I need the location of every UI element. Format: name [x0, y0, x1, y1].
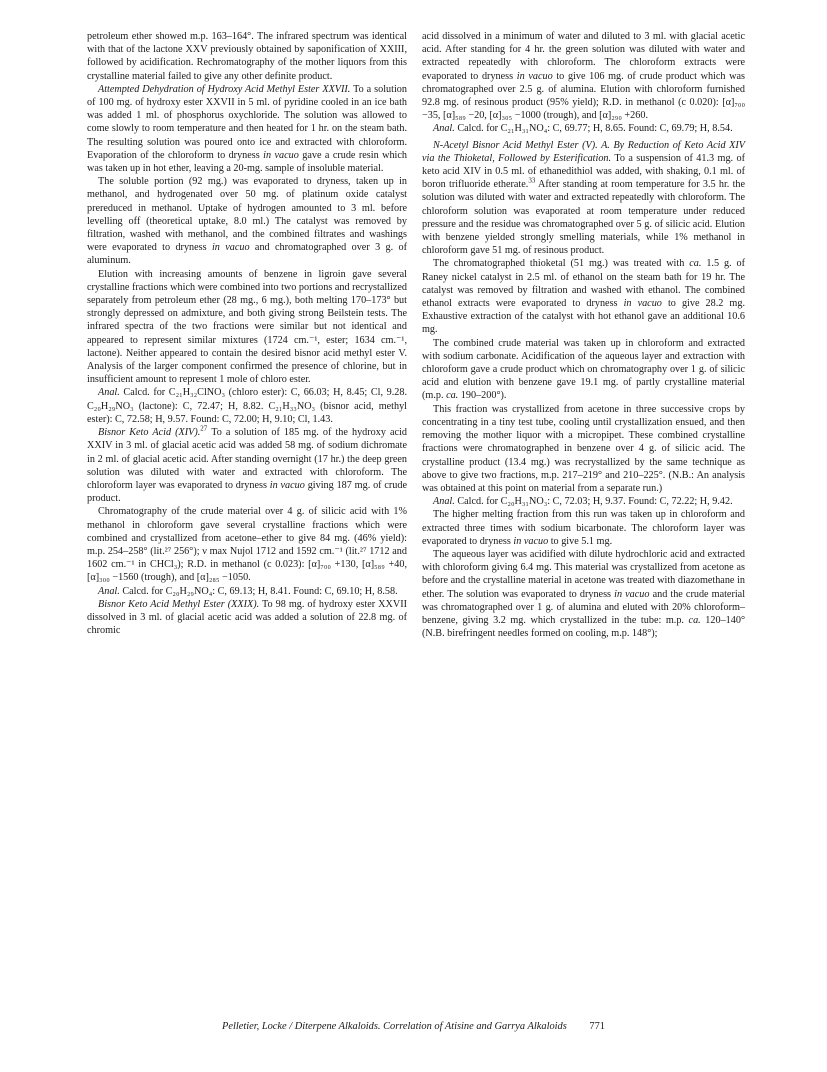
paragraph-text: petroleum ether showed m.p. 163–164°. The infrared spectrum was identical with that of the lactone XXV previously obtained by saponification of XXIII, followed by acidification. Rechromatography of the mother liquors from this crystalline material failed to give any other definite product. — [87, 31, 407, 82]
reference-marker: 27 — [200, 424, 208, 433]
paragraph-text: Calcd. for C₂₀H₂₉NO₄: C, 69.13; H, 8.41. Found: C, 69.10; H, 8.58. — [122, 585, 398, 597]
italic-term: ca. — [689, 258, 702, 270]
paragraph-text: Calcd. for C₂₀H₃₁NO₃: C, 72.03; H, 9.37. Found: C, 72.22; H, 9.42. — [457, 496, 733, 508]
paragraph-text: To a solution of 100 mg. of hydroxy ester XXVII in 5 ml. of pyridine cooled in an ice bath was added 1 ml. of phosphorus oxychloride. The solution was allowed to come slowly to room temperature and then heated for 1 hr. on the steam bath. The resulting solution was poured onto ice and extracted with chloroform. Evaporation of the chloroform to dryness — [87, 83, 407, 161]
paragraph — [422, 122, 745, 135]
paragraph-text: After standing at room temperature for 3.5 hr. the solution was diluted with water and extracted repeatedly with chloroform. The chloroform solution was evaporated at room temperature under reduced pressure and the residue was chromatographed over 5 g. of silicic acid. Elution with benzene yielded strongly smelling materials, while 1% methanol in chloroform gave 51 mg. of resinous product. — [422, 179, 746, 257]
paragraph — [422, 548, 745, 640]
paragraph-text: To a solution of 185 mg. of the hydroxy acid XXIV in 3 ml. of glacial acetic acid was added 58 mg. of sodium dichromate in 2 ml. of glacial acetic acid. After standing overnight (17 hr.) the deep green solution was diluted with water and extracted with chloroform. The chloroform layer was evaporated to dryness — [87, 427, 407, 491]
section-heading: Attempted Dehydration of Hydroxy Acid Methyl Ester XXVII. — [98, 83, 351, 95]
paragraph — [422, 403, 745, 495]
paragraph — [422, 139, 745, 258]
section-heading: Bisnor Keto Acid (XIV). — [98, 427, 201, 439]
paragraph — [87, 426, 407, 505]
italic-term: in vacuo — [269, 479, 305, 491]
paragraph-text: Chromatography of the crude material over 4 g. of silicic acid with 1% methanol in chloroform gave several crystalline fractions which were combined and crystallized from acetone–ether to give 84 mg. (46% yield): m.p. 254–258° (lit.²⁷ 256°); ν max Nujol 1712 and 1592 cm.⁻¹ (lit.²⁷ 1712 and 1602 cm.⁻¹ in CHCl₃); R.D. in methanol (c 0.023): [α]₇₀₀ +130, [α]₅₈₉ +40, [α]₃₀₀ −1560 (trough), and [α]₂₈₅ −1050. — [87, 506, 407, 584]
italic-term: in vacuo — [513, 535, 549, 547]
italic-term: in vacuo — [211, 242, 250, 254]
paragraph-text: 1.5 g. of Raney nickel catalyst in 2.5 ml. of ethanol on the steam bath for 19 hr. The catalyst was removed by filtration and washed with ethanol. The combined ethanol extracts were evaporated to dryness — [422, 258, 745, 310]
paragraph — [422, 495, 745, 508]
analysis-label: Anal. — [433, 496, 455, 508]
paragraph-text: and the crude material was chromatographed over 1 g. of alumina and eluted with 20% chloroform–benzene, giving 3.2 mg. which crystallized in the tube: m.p. — [422, 588, 746, 626]
paragraph — [87, 175, 407, 267]
analysis-label: Anal. — [98, 387, 120, 399]
analysis-label: Anal. — [98, 585, 120, 597]
paragraph-text: to give 28.2 mg. Exhaustive extraction of the catalyst with hot ethanol gave an additional 10.6 mg. — [422, 298, 745, 336]
paragraph — [87, 386, 407, 426]
italic-term: in vacuo — [614, 588, 650, 600]
paragraph — [87, 598, 407, 638]
paragraph — [422, 30, 745, 122]
page-number: 771 — [589, 1021, 605, 1032]
paragraph-text: This fraction was crystallized from acetone in three successive crops by concentrating in a tiny test tube, cooling until crystallization ensued, and then removing the mother liquor with a micropipet. These combined crystalline fractions were chromatographed in benzene over 4 g. of silicic acid. The crystalline product (13.4 mg.) was recrystallized by the same technique as above to give two fractions, m.p. 217–219° and 210–225°. (N.B.: An analysis was obtained at this point on material from a separate run.) — [422, 403, 745, 494]
paragraph — [422, 508, 745, 548]
italic-term: in vacuo — [516, 70, 553, 82]
running-head: Pelletier, Locke / Diterpene Alkaloids. Correlation of Atisine and Garrya Alkaloids — [222, 1021, 567, 1032]
paragraph-text: To a suspension of 41.3 mg. of keto acid XIV in 0.5 ml. of ethanedithiol was added, with shaking, 0.1 ml. of boron trifluoride etherate. — [422, 152, 745, 191]
right-column — [422, 30, 745, 640]
paragraph-text: The soluble portion (92 mg.) was evaporated to dryness, taken up in methanol, and hydrogenated over 50 mg. of platinum oxide catalyst prereduced in methanol. Uptake of hydrogen amounted to 3 ml. before levelling off (theoretical uptake, 8.0 ml.) The catalyst was removed by filtration, washed with methanol, and the combined filtrates and washings were evaporated to dryness — [87, 176, 407, 254]
paragraph — [87, 505, 407, 584]
italic-term: in vacuo — [263, 149, 299, 161]
paragraph-text: gave a crude resin which was taken up in hot ether, leaving a 20-mg. sample of insoluble material. — [87, 149, 407, 175]
paragraph-text: 190–200°). — [460, 390, 507, 402]
paragraph-text: and chromatographed over 3 g. of aluminum. — [87, 242, 408, 267]
paragraph — [422, 337, 745, 403]
paragraph-text: The combined crude material was taken up in chloroform and extracted with sodium carbonate. Acidification of the aqueous layer and extraction with chloroform gave a crude product which on chromatography over 1 g. of silicic acid and elution with benzene gave 19.1 mg. of partly crystalline material (m.p. — [422, 337, 745, 402]
page-footer — [222, 1021, 752, 1032]
paragraph-text: The higher melting fraction from this run was taken up in chloroform and extracted three times with sodium bicarbonate. The chloroform layer was evaporated to dryness — [422, 509, 745, 547]
italic-term: ca. — [446, 390, 459, 402]
paragraph — [422, 257, 745, 336]
italic-term: ca. — [688, 614, 701, 626]
paragraph-text: To 98 mg. of hydroxy ester XXVII dissolved in 3 ml. of glacial acetic acid was added a solution of 22.8 mg. of chromic — [87, 598, 408, 637]
paragraph — [87, 30, 407, 83]
paragraph — [87, 268, 407, 387]
paragraph-text: Calcd. for C₂₁H₃₂ClNO₃ (chloro ester): C, 66.03; H, 8.45; Cl, 9.28. C₂₀H₂₉NO₃ (lactone): C, 72.47; H, 8.82. C₂₁H₃₃NO₃ (bisnor acid, methyl ester): C, 72.58; H, 9.57. Found: C, 72.00; H, 9.10; Cl, 1.43. — [87, 387, 408, 425]
paragraph-text: 120–140° (N.B. birefringent needles formed on cooling, m.p. 148°); — [422, 614, 746, 640]
paragraph — [87, 585, 407, 598]
paragraph-text: to give 5.1 mg. — [550, 535, 613, 547]
analysis-label: Anal. — [433, 123, 455, 135]
section-heading: Bisnor Keto Acid Methyl Ester (XXIX). — [98, 598, 260, 610]
reference-marker: 33 — [528, 176, 536, 185]
section-heading: N-Acetyl Bisnor Acid Methyl Ester (V). A. By Reduction of Keto Acid XIV via the Thioketal, Followed by Esterification. — [422, 139, 745, 164]
paragraph-text: The aqueous layer was acidified with dilute hydrochloric acid and extracted with chloroform giving 6.4 mg. This material was crystallized from acetone as before and the crystalline material in acetone was treated with diazomethane in ether. The solution was evaporated to dryness — [422, 548, 745, 600]
paragraph-text: to give 106 mg. of crude product which was chromatographed over 2.5 g. of alumina. Elution with chloroform furnished 92.8 mg. of resinous product (95% yield); R.D. in methanol (c 0.020): [α]₇₀₀ −35, [α]₅₈₉ −20, [α]₃₀₅ −1000 (trough), and [α]₂₉₀ +260. — [422, 70, 745, 122]
paragraph-text: Elution with increasing amounts of benzene in ligroin gave several crystalline fractions which were combined into two portions and recrystallized separately from petroleum ether (28 mg., 6 mg.), both melting 170–173° but strongly depressed on admixture, and both giving strong Beilstein tests. The infrared spectra of the two fractions were similar but not identical and appeared to represent similar mixtures (1724 cm.⁻¹, ester; 1634 cm.⁻¹, lactone). Neither appeared to contain the desired bisnor acid methyl ester V. Analysis of the larger component confirmed the presence of chlorine, but in insufficient amount to represent 1 mole of chloro ester. — [87, 268, 407, 386]
left-column — [87, 30, 407, 637]
paragraph-text: giving 187 mg. of crude product. — [87, 479, 408, 505]
paragraph-text: The chromatographed thioketal (51 mg.) was treated with — [433, 258, 685, 270]
paragraph-text: Calcd. for C₂₁H₃₁NO₄: C, 69.77; H, 8.65. Found: C, 69.79; H, 8.54. — [457, 123, 733, 135]
italic-term: in vacuo — [623, 298, 662, 310]
paragraph — [87, 83, 407, 175]
paragraph-text: acid dissolved in a minimum of water and diluted to 3 ml. with glacial acetic acid. After standing for 4 hr. the green solution was diluted with water and extracted repeatedly with chloroform. The chloroform extracts were evaporated to dryness — [422, 31, 745, 82]
